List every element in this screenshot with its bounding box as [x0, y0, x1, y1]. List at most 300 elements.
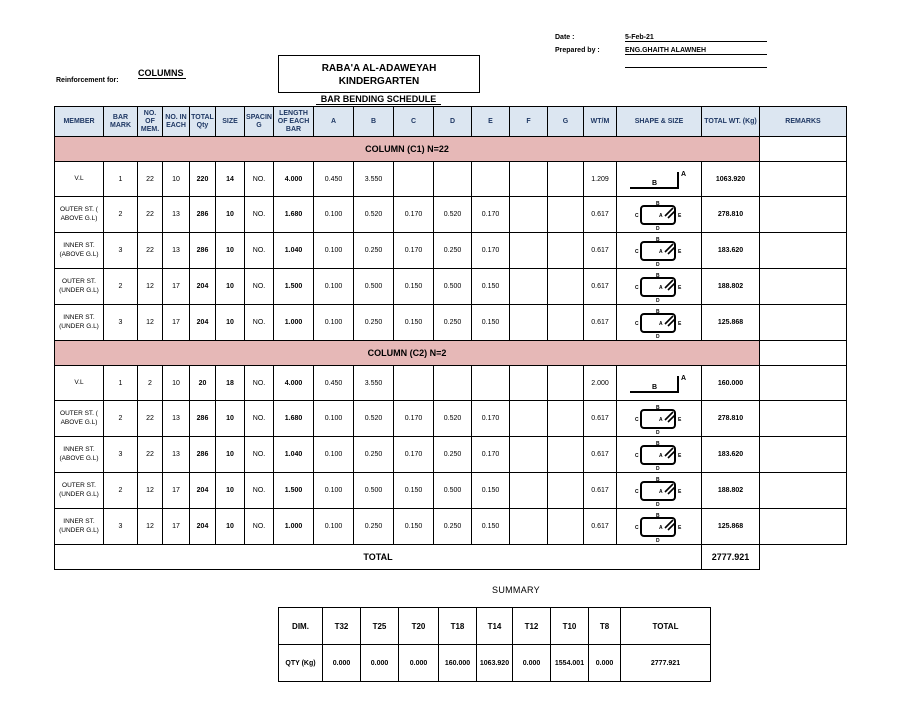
cell-member: OUTER ST.(UNDER G.L) [55, 473, 104, 509]
svg-text:E: E [678, 452, 682, 459]
cell-f [510, 269, 548, 305]
cell-f [510, 233, 548, 269]
svg-text:A: A [659, 248, 663, 255]
table-row [55, 401, 847, 437]
col-header: MEMBER [55, 107, 104, 137]
cell-e [472, 162, 510, 197]
cell-each: 13 [163, 437, 190, 473]
svg-text:C: C [635, 212, 639, 219]
svg-text:B: B [656, 512, 660, 519]
cell-mark: 2 [104, 269, 138, 305]
svg-text:E: E [678, 320, 682, 327]
stirrup-shape-icon [624, 235, 694, 267]
cell-mark: 3 [104, 437, 138, 473]
svg-text:D: D [656, 501, 660, 507]
cell-length: 1.500 [274, 473, 314, 509]
cell-c: 0.170 [394, 197, 434, 233]
summary-header-cell: T20 [399, 608, 439, 645]
cell-size: 10 [216, 197, 245, 233]
summary-value-cell: 1554.001 [551, 645, 589, 682]
col-header: BAR MARK [104, 107, 138, 137]
cell-e: 0.170 [472, 401, 510, 437]
cell-a: 0.100 [314, 305, 354, 341]
cell-qty: 286 [190, 401, 216, 437]
cell-each: 13 [163, 197, 190, 233]
cell-wtm: 0.617 [584, 437, 617, 473]
l-bar-shape-icon [624, 166, 694, 192]
cell-b: 0.250 [354, 437, 394, 473]
shape-cell [617, 401, 702, 437]
cell-total: 278.810 [702, 401, 760, 437]
cell-size: 14 [216, 162, 245, 197]
cell-mem: 12 [138, 509, 163, 545]
cell-f [510, 305, 548, 341]
svg-text:B: B [656, 200, 660, 207]
svg-text:E: E [678, 212, 682, 219]
cell-g [548, 305, 584, 341]
cell-a: 0.100 [314, 197, 354, 233]
cell-g [548, 197, 584, 233]
cell-member: OUTER ST. ( ABOVE G.L) [55, 197, 104, 233]
cell-f [510, 509, 548, 545]
cell-d: 0.250 [434, 437, 472, 473]
cell-total: 183.620 [702, 437, 760, 473]
project-title-box [278, 55, 480, 93]
svg-text:C: C [635, 320, 639, 327]
cell-c: 0.150 [394, 269, 434, 305]
col-header: NO. OF MEM. [138, 107, 163, 137]
shape-cell [617, 437, 702, 473]
cell-a: 0.450 [314, 366, 354, 401]
cell-size: 10 [216, 473, 245, 509]
prepared-by-value: ENG.GHAITH ALAWNEH [625, 47, 767, 55]
cell-a: 0.100 [314, 473, 354, 509]
cell-spacing: NO. [245, 437, 274, 473]
summary-value-cell: 0.000 [399, 645, 439, 682]
svg-text:B: B [656, 404, 660, 411]
col-header: F [510, 107, 548, 137]
cell-member: OUTER ST. ( ABOVE G.L) [55, 401, 104, 437]
section-remarks-cell [760, 137, 847, 162]
cell-member: V.L [55, 366, 104, 401]
prepared-by-label: Prepared by : [555, 47, 600, 54]
header-blank-line [625, 60, 767, 68]
shape-cell [617, 197, 702, 233]
cell-member: INNER ST.(ABOVE G.L) [55, 233, 104, 269]
cell-e: 0.150 [472, 509, 510, 545]
cell-f [510, 162, 548, 197]
col-header: REMARKS [760, 107, 847, 137]
cell-size: 10 [216, 401, 245, 437]
section-header-row [55, 341, 847, 366]
summary-value-cell: 0.000 [513, 645, 551, 682]
cell-d: 0.250 [434, 233, 472, 269]
summary-header-cell: T14 [477, 608, 513, 645]
cell-remarks [760, 366, 847, 401]
cell-qty: 20 [190, 366, 216, 401]
cell-wtm: 2.000 [584, 366, 617, 401]
col-header: TOTAL Qty [190, 107, 216, 137]
svg-text:B: B [656, 440, 660, 447]
cell-remarks [760, 269, 847, 305]
schedule-title: BAR BENDING SCHEDULE [316, 94, 441, 105]
table-row [55, 437, 847, 473]
stirrup-shape-icon [624, 307, 694, 339]
cell-spacing: NO. [245, 233, 274, 269]
cell-spacing: NO. [245, 401, 274, 437]
cell-c: 0.170 [394, 437, 434, 473]
cell-b: 0.520 [354, 401, 394, 437]
cell-c: 0.150 [394, 305, 434, 341]
cell-mem: 22 [138, 162, 163, 197]
cell-mem: 22 [138, 401, 163, 437]
cell-mem: 12 [138, 305, 163, 341]
cell-mark: 2 [104, 473, 138, 509]
date-label: Date : [555, 34, 575, 41]
reinforcement-value: COLUMNS [138, 68, 186, 79]
summary-table [278, 607, 711, 682]
svg-text:C: C [635, 284, 639, 291]
total-label: TOTAL [55, 545, 702, 570]
summary-value-cell: 1063.920 [477, 645, 513, 682]
cell-b: 0.500 [354, 269, 394, 305]
cell-mark: 1 [104, 366, 138, 401]
table-row [55, 233, 847, 269]
cell-d: 0.250 [434, 509, 472, 545]
cell-member: OUTER ST.(UNDER G.L) [55, 269, 104, 305]
cell-g [548, 437, 584, 473]
cell-spacing: NO. [245, 509, 274, 545]
cell-b: 3.550 [354, 162, 394, 197]
bar-bending-schedule-table [54, 106, 847, 570]
summary-header-cell: T8 [589, 608, 621, 645]
svg-text:B: B [656, 272, 660, 279]
svg-text:A: A [659, 212, 663, 219]
cell-size: 10 [216, 509, 245, 545]
cell-remarks [760, 197, 847, 233]
table-row [55, 269, 847, 305]
svg-text:D: D [656, 537, 660, 543]
svg-text:A: A [659, 488, 663, 495]
summary-header-cell: T12 [513, 608, 551, 645]
cell-member: INNER ST.(UNDER G.L) [55, 509, 104, 545]
summary-header-cell: T18 [439, 608, 477, 645]
svg-text:C: C [635, 488, 639, 495]
svg-text:C: C [635, 452, 639, 459]
cell-spacing: NO. [245, 197, 274, 233]
cell-total: 125.868 [702, 305, 760, 341]
table-row [55, 473, 847, 509]
cell-length: 1.680 [274, 197, 314, 233]
svg-text:D: D [656, 429, 660, 435]
cell-c: 0.170 [394, 401, 434, 437]
cell-each: 17 [163, 473, 190, 509]
cell-e [472, 366, 510, 401]
svg-text:E: E [678, 284, 682, 291]
col-header: NO. IN EACH [163, 107, 190, 137]
svg-text:A: A [659, 452, 663, 459]
cell-total: 125.868 [702, 509, 760, 545]
cell-qty: 204 [190, 509, 216, 545]
cell-wtm: 0.617 [584, 197, 617, 233]
stirrup-shape-icon [624, 511, 694, 543]
shape-cell [617, 473, 702, 509]
svg-text:C: C [635, 248, 639, 255]
svg-text:A: A [659, 320, 663, 327]
cell-f [510, 437, 548, 473]
cell-e: 0.170 [472, 437, 510, 473]
shape-cell [617, 269, 702, 305]
cell-e: 0.150 [472, 473, 510, 509]
col-header: B [354, 107, 394, 137]
col-header: TOTAL WT. (Kg) [702, 107, 760, 137]
cell-e: 0.150 [472, 269, 510, 305]
cell-total: 1063.920 [702, 162, 760, 197]
cell-member: V.L [55, 162, 104, 197]
cell-each: 13 [163, 401, 190, 437]
cell-spacing: NO. [245, 305, 274, 341]
summary-header-cell: T32 [323, 608, 361, 645]
reinforcement-label: Reinforcement for: [56, 77, 119, 84]
stirrup-shape-icon [624, 439, 694, 471]
date-value: 5-Feb-21 [625, 34, 767, 42]
cell-wtm: 0.617 [584, 233, 617, 269]
summary-value-cell: 0.000 [323, 645, 361, 682]
cell-mem: 12 [138, 473, 163, 509]
cell-each: 13 [163, 233, 190, 269]
table-row [55, 509, 847, 545]
total-row [55, 545, 847, 570]
cell-length: 4.000 [274, 366, 314, 401]
cell-d [434, 366, 472, 401]
summary-values-row [279, 645, 711, 682]
cell-length: 1.040 [274, 437, 314, 473]
svg-text:C: C [635, 416, 639, 423]
cell-size: 18 [216, 366, 245, 401]
svg-text:E: E [678, 248, 682, 255]
cell-qty: 204 [190, 305, 216, 341]
svg-text:A: A [681, 171, 687, 178]
cell-b: 3.550 [354, 366, 394, 401]
cell-d: 0.520 [434, 401, 472, 437]
cell-each: 17 [163, 269, 190, 305]
cell-a: 0.100 [314, 401, 354, 437]
section-remarks-cell [760, 341, 847, 366]
project-title-line1: RABA'A AL-ADAWEYAH [321, 63, 437, 74]
cell-remarks [760, 509, 847, 545]
cell-remarks [760, 162, 847, 197]
col-header: C [394, 107, 434, 137]
cell-length: 1.040 [274, 233, 314, 269]
cell-mark: 3 [104, 509, 138, 545]
cell-wtm: 0.617 [584, 269, 617, 305]
cell-spacing: NO. [245, 366, 274, 401]
section-title: COLUMN (C1) N=22 [55, 137, 760, 162]
cell-length: 4.000 [274, 162, 314, 197]
cell-mark: 3 [104, 305, 138, 341]
cell-each: 17 [163, 305, 190, 341]
svg-text:D: D [656, 297, 660, 303]
svg-text:B: B [652, 180, 658, 187]
svg-text:E: E [678, 524, 682, 531]
cell-b: 0.500 [354, 473, 394, 509]
cell-a: 0.450 [314, 162, 354, 197]
cell-member: INNER ST.(UNDER G.L) [55, 305, 104, 341]
cell-length: 1.000 [274, 305, 314, 341]
section-header-row [55, 137, 847, 162]
svg-text:B: B [656, 476, 660, 483]
cell-g [548, 509, 584, 545]
cell-g [548, 401, 584, 437]
table-row [55, 162, 847, 197]
cell-remarks [760, 233, 847, 269]
cell-mem: 22 [138, 437, 163, 473]
stirrup-shape-icon [624, 475, 694, 507]
l-bar-shape-icon [624, 370, 694, 396]
col-header: D [434, 107, 472, 137]
col-header: G [548, 107, 584, 137]
summary-header-cell: T25 [361, 608, 399, 645]
cell-total: 188.802 [702, 473, 760, 509]
svg-text:D: D [656, 465, 660, 471]
cell-mark: 2 [104, 401, 138, 437]
cell-c: 0.170 [394, 233, 434, 269]
cell-e: 0.170 [472, 197, 510, 233]
section-title: COLUMN (C2) N=2 [55, 341, 760, 366]
cell-remarks [760, 473, 847, 509]
summary-header-cell: DIM. [279, 608, 323, 645]
cell-f [510, 401, 548, 437]
col-header: LENGTH OF EACH BAR [274, 107, 314, 137]
svg-text:B: B [656, 308, 660, 315]
summary-value-cell: QTY (Kg) [279, 645, 323, 682]
shape-cell [617, 233, 702, 269]
cell-wtm: 0.617 [584, 305, 617, 341]
cell-c: 0.150 [394, 509, 434, 545]
cell-qty: 286 [190, 197, 216, 233]
svg-text:A: A [681, 375, 687, 382]
cell-f [510, 366, 548, 401]
svg-text:D: D [656, 333, 660, 339]
cell-e: 0.170 [472, 233, 510, 269]
cell-f [510, 197, 548, 233]
cell-qty: 204 [190, 473, 216, 509]
summary-value-cell: 0.000 [361, 645, 399, 682]
cell-wtm: 0.617 [584, 509, 617, 545]
svg-text:A: A [659, 284, 663, 291]
cell-size: 10 [216, 305, 245, 341]
svg-text:B: B [652, 384, 658, 391]
cell-member: INNER ST.(ABOVE G.L) [55, 437, 104, 473]
cell-b: 0.250 [354, 509, 394, 545]
cell-g [548, 162, 584, 197]
cell-e: 0.150 [472, 305, 510, 341]
summary-value-cell: 160.000 [439, 645, 477, 682]
summary-value-cell: 0.000 [589, 645, 621, 682]
svg-text:D: D [656, 261, 660, 267]
cell-d [434, 162, 472, 197]
cell-size: 10 [216, 269, 245, 305]
cell-g [548, 366, 584, 401]
cell-a: 0.100 [314, 509, 354, 545]
shape-cell [617, 305, 702, 341]
cell-length: 1.000 [274, 509, 314, 545]
cell-mark: 2 [104, 197, 138, 233]
col-header: E [472, 107, 510, 137]
table-header-row [55, 107, 847, 137]
cell-a: 0.100 [314, 269, 354, 305]
total-value: 2777.921 [702, 545, 760, 570]
stirrup-shape-icon [624, 403, 694, 435]
cell-each: 10 [163, 366, 190, 401]
cell-b: 0.250 [354, 233, 394, 269]
summary-title: SUMMARY [492, 585, 540, 595]
cell-d: 0.520 [434, 197, 472, 233]
cell-each: 17 [163, 509, 190, 545]
cell-total: 160.000 [702, 366, 760, 401]
stirrup-shape-icon [624, 271, 694, 303]
cell-each: 10 [163, 162, 190, 197]
cell-remarks [760, 437, 847, 473]
cell-g [548, 269, 584, 305]
cell-spacing: NO. [245, 473, 274, 509]
col-header: SIZE [216, 107, 245, 137]
shape-cell [617, 509, 702, 545]
cell-g [548, 233, 584, 269]
col-header: WT/M [584, 107, 617, 137]
summary-header-cell: T10 [551, 608, 589, 645]
cell-spacing: NO. [245, 269, 274, 305]
cell-mark: 3 [104, 233, 138, 269]
cell-d: 0.500 [434, 473, 472, 509]
svg-text:D: D [656, 225, 660, 231]
cell-length: 1.680 [274, 401, 314, 437]
col-header: SHAPE & SIZE [617, 107, 702, 137]
cell-qty: 204 [190, 269, 216, 305]
cell-remarks [760, 401, 847, 437]
svg-text:B: B [656, 236, 660, 243]
project-title-line2: KINDERGARTEN [338, 76, 420, 87]
cell-f [510, 473, 548, 509]
summary-header-row [279, 608, 711, 645]
table-row [55, 366, 847, 401]
summary-value-cell: 2777.921 [621, 645, 711, 682]
svg-text:A: A [659, 416, 663, 423]
cell-d: 0.250 [434, 305, 472, 341]
cell-a: 0.100 [314, 437, 354, 473]
cell-b: 0.250 [354, 305, 394, 341]
table-row [55, 197, 847, 233]
cell-qty: 286 [190, 233, 216, 269]
cell-c: 0.150 [394, 473, 434, 509]
cell-size: 10 [216, 233, 245, 269]
stirrup-shape-icon [624, 199, 694, 231]
cell-mem: 12 [138, 269, 163, 305]
cell-length: 1.500 [274, 269, 314, 305]
cell-spacing: NO. [245, 162, 274, 197]
cell-total: 183.620 [702, 233, 760, 269]
cell-mem: 22 [138, 197, 163, 233]
col-header: A [314, 107, 354, 137]
cell-total: 278.810 [702, 197, 760, 233]
cell-d: 0.500 [434, 269, 472, 305]
col-header: SPACIN G [245, 107, 274, 137]
cell-wtm: 0.617 [584, 401, 617, 437]
svg-text:C: C [635, 524, 639, 531]
shape-cell [617, 162, 702, 197]
summary-header-cell: TOTAL [621, 608, 711, 645]
cell-mem: 22 [138, 233, 163, 269]
